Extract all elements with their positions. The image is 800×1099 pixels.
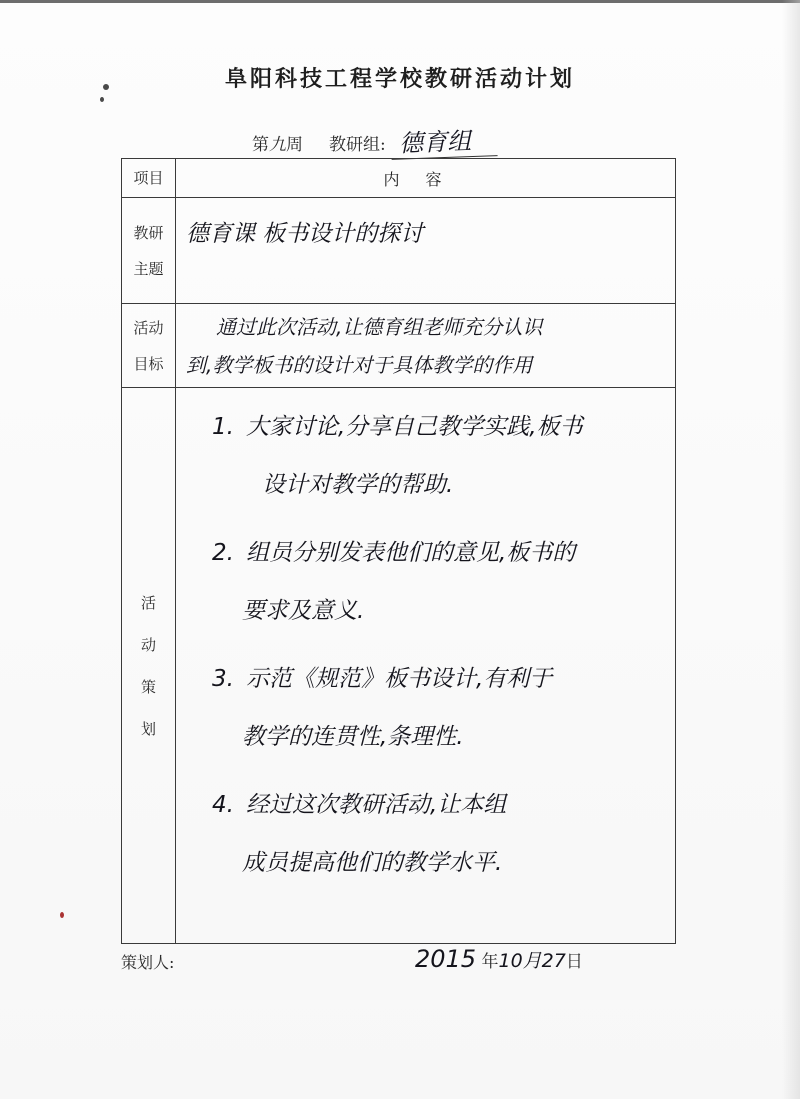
topic-label-line-2: 主题	[133, 259, 164, 278]
topic-label-cell	[122, 198, 176, 304]
plan-item	[212, 398, 661, 514]
week-group-line	[252, 122, 497, 158]
plan-item-number: 1.	[212, 414, 234, 440]
topic-row	[122, 198, 676, 304]
plan-item-number: 3.	[212, 666, 234, 692]
goal-label-line-1: 活动	[133, 318, 164, 337]
topic-value: 德育课 板书设计的探讨	[176, 198, 676, 304]
planner-label: 策划人:	[121, 953, 175, 972]
goal-label-line-2: 目标	[133, 354, 164, 373]
goal-row	[122, 304, 676, 388]
plan-label-char: 策	[140, 677, 156, 696]
plan-item-line: 成员提高他们的教学水平.	[242, 850, 503, 876]
week-suffix: 周	[286, 135, 303, 155]
table-header-row	[122, 159, 676, 198]
plan-item	[212, 776, 661, 892]
header-item-cell: 项目	[122, 159, 176, 198]
plan-row	[122, 388, 676, 944]
ink-spot	[100, 97, 104, 102]
date-year-unit: 年	[481, 952, 499, 972]
plan-item	[212, 524, 661, 640]
page-title: 阜阳科技工程学校教研活动计划	[224, 66, 575, 92]
plan-item-line: 示范《规范》板书设计,有利于	[245, 666, 553, 692]
group-label: 教研组:	[329, 135, 386, 155]
plan-item	[212, 650, 661, 766]
plan-item-line: 大家讨论,分享自己教学实践,板书	[245, 414, 583, 440]
plan-item-line: 经过这次教研活动,让本组	[245, 792, 507, 818]
plan-label-char: 动	[140, 635, 156, 654]
date-year: 2015	[415, 945, 477, 973]
scan-shadow	[782, 0, 800, 1099]
plan-item-line: 组员分别发表他们的意见,板书的	[245, 540, 576, 566]
plan-item-line: 要求及意义.	[242, 598, 365, 624]
plan-content-cell	[176, 388, 676, 944]
plan-date	[415, 945, 583, 973]
plan-item-number: 2.	[212, 540, 234, 566]
ink-spot	[60, 912, 64, 918]
goal-value-cell	[176, 304, 676, 388]
plan-label-char: 活	[140, 593, 156, 612]
date-month-day: 10月27	[498, 950, 566, 972]
plan-item-line: 设计对教学的帮助.	[262, 472, 454, 498]
goal-line-2: 到,教学板书的设计对于具体教学的作用	[186, 352, 533, 377]
group-value: 德育组	[391, 120, 498, 160]
week-number: 九	[269, 135, 286, 155]
goal-line-1: 通过此次活动,让德育组老师充分认识	[216, 314, 543, 339]
header-content-cell: 内容	[176, 159, 676, 198]
plan-item-number: 4.	[212, 792, 234, 818]
week-prefix: 第	[252, 135, 269, 155]
date-day-unit: 日	[565, 952, 583, 972]
plan-label-char: 划	[140, 719, 156, 738]
scan-edge	[0, 0, 800, 3]
plan-item-line: 教学的连贯性,条理性.	[242, 724, 464, 750]
goal-label-cell	[122, 304, 176, 388]
topic-label-line-1: 教研	[133, 223, 164, 242]
plan-table	[121, 158, 676, 944]
plan-label-cell	[122, 388, 176, 944]
